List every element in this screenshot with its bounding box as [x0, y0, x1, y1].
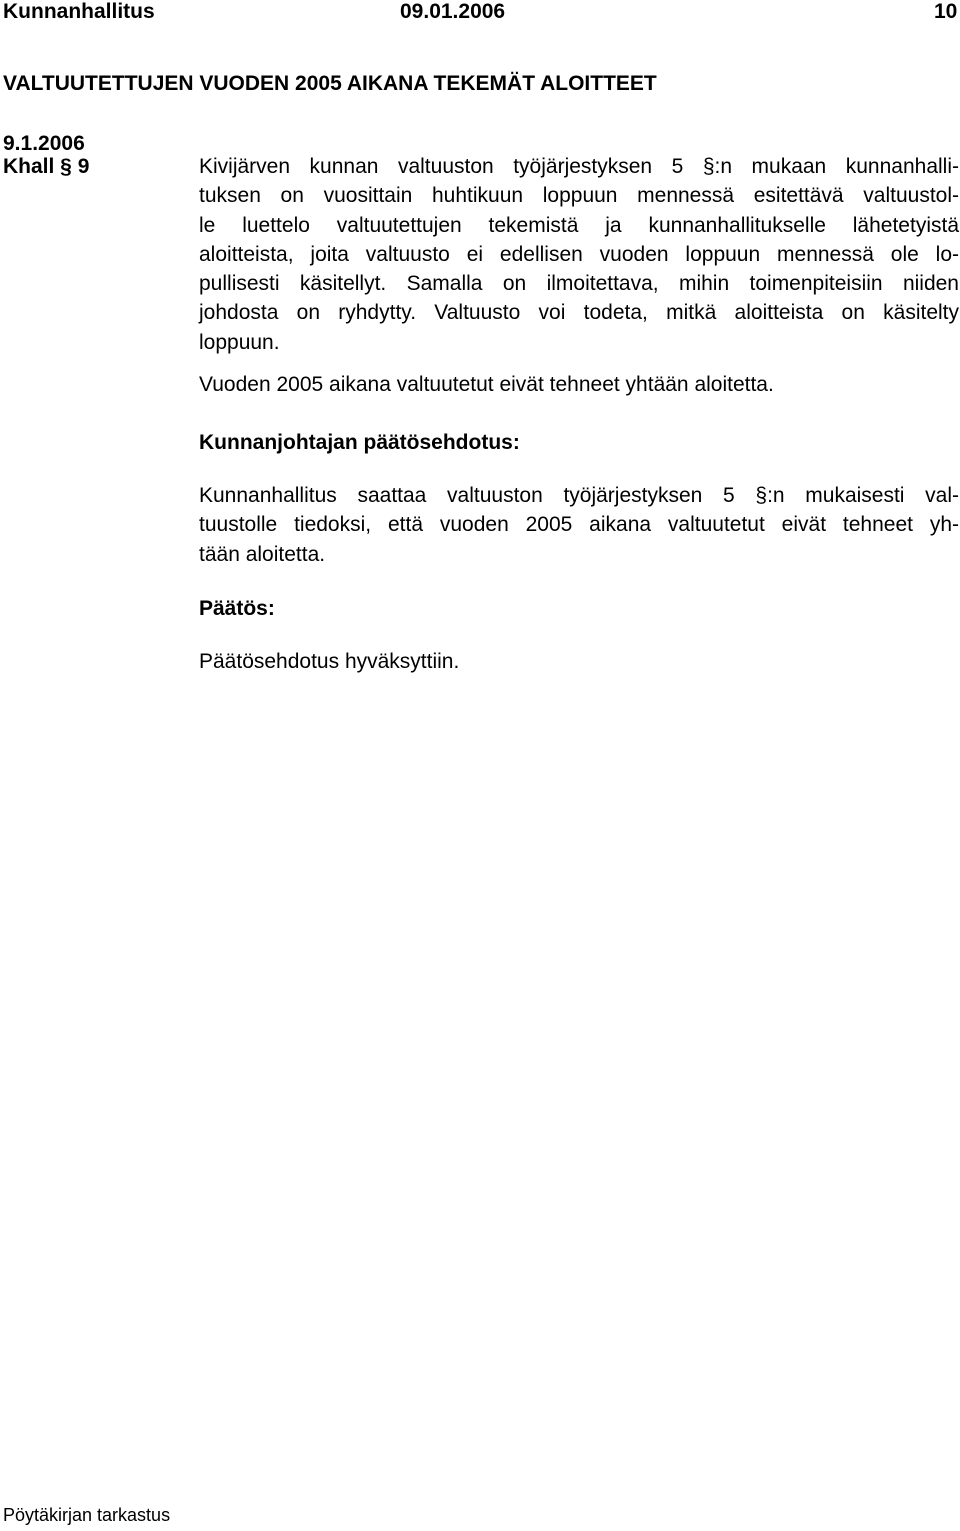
intro-line: loppuun.: [199, 330, 280, 354]
section-reference: Khall § 9: [3, 155, 90, 178]
header-date: 09.01.2006: [400, 0, 506, 23]
decision-paragraph: [199, 647, 959, 676]
intro-line: aloitteista, joita valtuusto ei edellisen vuoden loppuun mennessä ole lo-: [199, 242, 959, 266]
header-body-name: Kunnanhallitus: [3, 0, 155, 23]
intro-line: johdosta on ryhdytty. Valtuusto voi todeta, mitkä aloitteista on käsitelty: [199, 301, 959, 325]
intro-line: Kivijärven kunnan valtuuston työjärjestyksen 5 §:n mukaan kunnanhalli-: [199, 155, 959, 178]
intro-line: le luettelo valtuutettujen tekemistä ja kunnanhallitukselle lähetetyistä: [199, 213, 959, 237]
proposal-heading-text: Kunnanjohtajan päätösehdotus:: [199, 431, 520, 454]
intro-line: tuksen on vuosittain huhtikuun loppuun mennessä esitettävä valtuustol-: [199, 184, 959, 208]
statement-text: Vuoden 2005 aikana valtuutetut eivät tehneet yhtään aloitetta.: [199, 373, 774, 396]
footer-label: Pöytäkirjan tarkastus: [3, 1505, 171, 1525]
intro-line: pullisesti käsitellyt. Samalla on ilmoitettava, mihin toimenpiteisiin niiden: [199, 272, 959, 296]
decision-heading: [199, 594, 959, 623]
proposal-line: tuustolle tiedoksi, että vuoden 2005 aikana valtuutetut eivät tehneet yh-: [199, 513, 959, 537]
statement-paragraph: [199, 370, 959, 399]
proposal-paragraph: [199, 481, 959, 569]
intro-paragraph: [199, 152, 959, 357]
decision-text: Päätösehdotus hyväksyttiin.: [199, 650, 460, 673]
page-number: 10: [934, 0, 958, 23]
document-title: VALTUUTETTUJEN VUODEN 2005 AIKANA TEKEMÄT ALOITTEET: [3, 72, 657, 95]
meeting-date: 9.1.2006: [3, 132, 85, 155]
proposal-heading: [199, 428, 959, 457]
decision-heading-text: Päätös:: [199, 597, 275, 620]
proposal-line: tään aloitetta.: [199, 542, 326, 566]
proposal-line: Kunnanhallitus saattaa valtuuston työjärjestyksen 5 §:n mukaisesti val-: [199, 484, 959, 507]
